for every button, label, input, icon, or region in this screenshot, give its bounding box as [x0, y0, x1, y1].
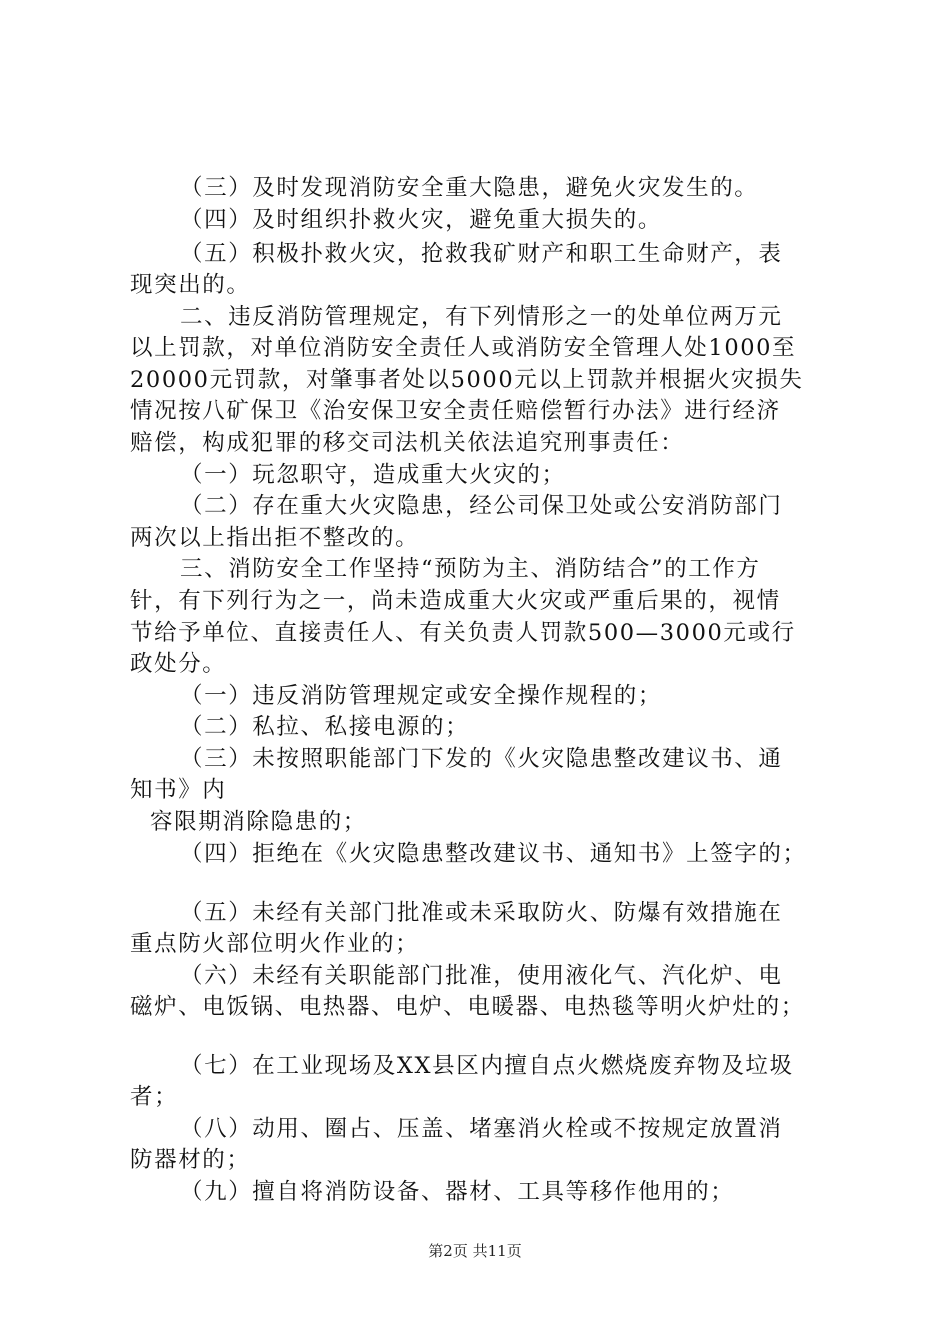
line-4: 现突出的。 [130, 272, 251, 298]
line-11: （二）存在重大火灾隐患，经公司保卫处或公安消防部门 [180, 493, 783, 519]
line-23: （五）未经有关部门批准或未采取防火、防爆有效措施在 [180, 900, 783, 926]
line-18: （二）私拉、私接电源的； [180, 714, 470, 740]
line-25: （六）未经有关职能部门批准，使用液化气、汽化炉、电 [180, 963, 783, 989]
line-21: 容限期消除隐患的； [150, 809, 367, 835]
line-30: 防器材的； [130, 1147, 251, 1173]
line-1: （三）及时发现消防安全重大隐患，避免火灾发生的。 [180, 175, 759, 201]
line-6: 以上罚款，对单位消防安全责任人或消防安全管理人处1000至 [130, 335, 797, 361]
line-17: （一）违反消防管理规定或安全操作规程的； [180, 683, 663, 709]
line-5: 二、违反消防管理规定，有下列情形之一的处单位两万元 [180, 304, 783, 330]
line-29: （八）动用、圈占、压盖、堵塞消火栓或不按规定放置消 [180, 1116, 783, 1142]
line-13: 三、消防安全工作坚持“预防为主、消防结合”的工作方 [180, 556, 761, 582]
line-7: 20000元罚款，对肇事者处以5000元以上罚款并根据火灾损失 [130, 367, 804, 393]
line-27: （七）在工业现场及XX县区内擅自点火燃烧废弃物及垃圾 [180, 1053, 794, 1079]
line-26: 磁炉、电饭锅、电热器、电炉、电暖器、电热毯等明火炉灶的； [130, 994, 805, 1020]
line-8: 情况按八矿保卫《治安保卫安全责任赔偿暂行办法》进行经济 [130, 398, 781, 424]
line-19: （三）未按照职能部门下发的《火灾隐患整改建议书、通 [180, 746, 783, 772]
line-28: 者； [130, 1084, 179, 1110]
line-14: 针，有下列行为之一，尚未造成重大火灾或严重后果的，视情 [130, 588, 781, 614]
line-9: 赔偿，构成犯罪的移交司法机关依法追究刑事责任： [130, 430, 685, 456]
line-10: （一）玩忽职守，造成重大火灾的； [180, 462, 566, 488]
line-12: 两次以上指出拒不整改的。 [130, 525, 420, 551]
line-3: （五）积极扑救火灾，抢救我矿财产和职工生命财产，表 [180, 241, 783, 267]
line-22: （四）拒绝在《火灾隐患整改建议书、通知书》上签字的； [180, 841, 807, 867]
line-15: 节给予单位、直接责任人、有关负责人罚款500—3000元或行 [130, 620, 796, 646]
line-2: （四）及时组织扑救火灾，避免重大损失的。 [180, 207, 663, 233]
line-24: 重点防火部位明火作业的； [130, 931, 420, 957]
line-31: （九）擅自将消防设备、器材、工具等移作他用的； [180, 1179, 735, 1205]
line-20: 知书》内 [130, 777, 227, 803]
page-number-footer: 第2页 共11页 [428, 1242, 522, 1260]
line-16: 政处分。 [130, 651, 227, 677]
